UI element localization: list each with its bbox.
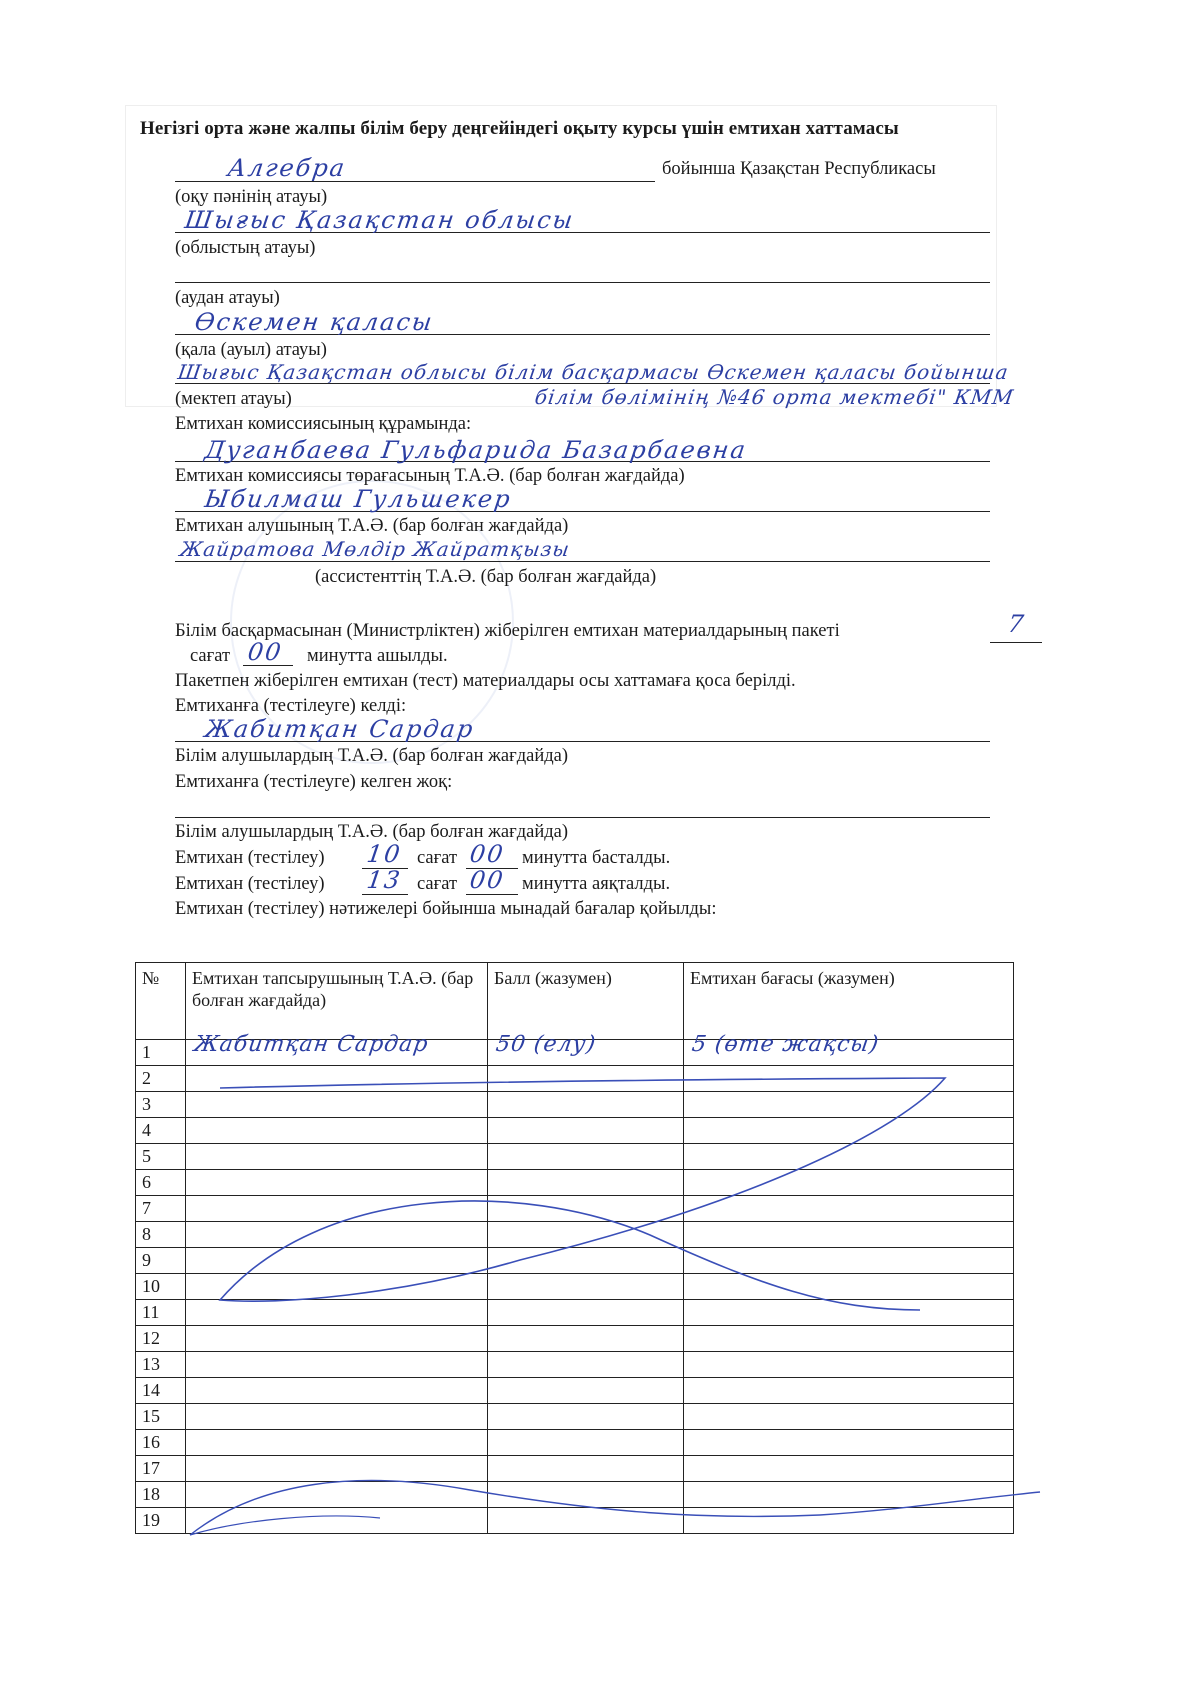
start-prefix: Емтихан (тестілеу) <box>175 848 325 868</box>
start-minute-value: 00 <box>468 840 507 868</box>
row-student-name <box>186 1222 488 1248</box>
row-student-name <box>186 1032 488 1066</box>
header-student-name: Емтихан тапсырушының Т.А.Ә. (бар болған жағдайда) <box>186 963 488 1040</box>
table-row <box>136 1196 1014 1222</box>
table-row <box>136 1144 1014 1170</box>
row-score <box>488 1032 684 1066</box>
table-row <box>136 1482 1014 1508</box>
commission-heading: Емтихан комиссиясының құрамында: <box>175 414 472 434</box>
row-number: 3 <box>136 1092 186 1118</box>
row-student-name <box>186 1144 488 1170</box>
results-heading: Емтихан (тестілеу) нәтижелері бойынша мынадай бағалар қойылды: <box>175 899 717 919</box>
row-grade <box>684 1430 1014 1456</box>
row-score <box>488 1170 684 1196</box>
row-grade <box>684 1482 1014 1508</box>
end-hour-label: сағат <box>417 874 458 894</box>
table-row <box>136 1456 1014 1482</box>
row-number: 11 <box>136 1300 186 1326</box>
assistant-value: Жайратова Мөлдір Жайратқызы <box>178 537 572 561</box>
row-number: 4 <box>136 1118 186 1144</box>
examiner-value: Ыбилмаш Гульшекер <box>203 485 514 513</box>
row-grade <box>684 1144 1014 1170</box>
header-number: № <box>136 963 186 1040</box>
row-number: 19 <box>136 1508 186 1534</box>
start-hour-value: 10 <box>365 840 404 868</box>
table-row <box>136 1066 1014 1092</box>
table-body <box>136 1032 1014 1534</box>
document-title: Негізгі орта және жалпы білім беру деңгейіндегі оқыту курсы үшін емтихан хаттамасы <box>140 118 899 139</box>
row-number: 15 <box>136 1404 186 1430</box>
city-label: (қала (ауыл) атауы) <box>175 340 327 360</box>
row-score <box>488 1404 684 1430</box>
absent-heading: Емтиханға (тестілеуге) келген жоқ: <box>175 772 453 792</box>
package-hour-line <box>990 642 1042 643</box>
present-value: Жабитқан Сардар <box>203 715 477 743</box>
row-number: 16 <box>136 1430 186 1456</box>
row-grade <box>684 1378 1014 1404</box>
package-text: Білім басқармасынан (Министрліктен) жіберілген емтихан материалдарының пакеті <box>175 621 840 641</box>
row-score <box>488 1248 684 1274</box>
row-number: 1 <box>136 1040 186 1066</box>
table-row <box>136 1430 1014 1456</box>
row-student-name <box>186 1378 488 1404</box>
assistant-label: (ассистенттің Т.А.Ә. (бар болған жағдайда) <box>315 567 657 587</box>
row-score <box>488 1456 684 1482</box>
row-number: 10 <box>136 1274 186 1300</box>
row-student-name <box>186 1118 488 1144</box>
row-grade <box>684 1066 1014 1092</box>
row-score <box>488 1326 684 1352</box>
row-number: 12 <box>136 1326 186 1352</box>
row-grade <box>684 1274 1014 1300</box>
table-row <box>136 1248 1014 1274</box>
row-grade <box>684 1352 1014 1378</box>
row-grade <box>684 1248 1014 1274</box>
end-minute-line <box>466 894 518 895</box>
start-suffix: минутта басталды. <box>522 848 671 868</box>
end-hour-value: 13 <box>365 866 404 894</box>
row-student-name-value: Жабитқан Сардар <box>192 1032 431 1057</box>
school-label: (мектеп атауы) <box>175 389 292 409</box>
row-score <box>488 1092 684 1118</box>
row-number: 17 <box>136 1456 186 1482</box>
row-grade <box>684 1508 1014 1534</box>
examiner-label: Емтихан алушының Т.А.Ә. (бар болған жағдайда) <box>175 516 569 536</box>
row-student-name <box>186 1456 488 1482</box>
row-score <box>488 1430 684 1456</box>
subject-suffix: бойынша Қазақстан Республикасы <box>662 159 936 179</box>
row-grade <box>684 1092 1014 1118</box>
table-row <box>136 1274 1014 1300</box>
chair-value: Дуганбаева Гульфарида Базарбаевна <box>203 436 749 464</box>
subject-label: (оқу пәнінің атауы) <box>175 187 328 207</box>
row-grade-value: 5 (өте жақсы) <box>690 1032 881 1057</box>
row-number: 14 <box>136 1378 186 1404</box>
row-score <box>488 1300 684 1326</box>
school-value-line2: білім бөлімінің №46 орта мектебі" КММ <box>533 385 1016 409</box>
table-row <box>136 1404 1014 1430</box>
city-value: Өскемен қаласы <box>193 308 436 336</box>
table-row <box>136 1300 1014 1326</box>
table-row <box>136 1170 1014 1196</box>
row-student-name <box>186 1196 488 1222</box>
row-grade <box>684 1222 1014 1248</box>
row-grade <box>684 1404 1014 1430</box>
chair-label: Емтихан комиссиясы төрағасының Т.А.Ә. (бар болған жағдайда) <box>175 466 685 486</box>
row-score <box>488 1508 684 1534</box>
subject-value: Алгебра <box>226 154 349 182</box>
absent-label: Білім алушылардың Т.А.Ә. (бар болған жағдайда) <box>175 822 569 842</box>
end-prefix: Емтихан (тестілеу) <box>175 874 325 894</box>
row-number: 7 <box>136 1196 186 1222</box>
row-grade <box>684 1300 1014 1326</box>
row-score <box>488 1118 684 1144</box>
row-score <box>488 1144 684 1170</box>
assistant-line <box>175 561 990 562</box>
start-hour-label: сағат <box>417 848 458 868</box>
end-minute-value: 00 <box>468 866 507 894</box>
row-grade <box>684 1196 1014 1222</box>
row-student-name <box>186 1326 488 1352</box>
row-grade <box>684 1456 1014 1482</box>
results-table <box>135 962 1014 1534</box>
header-grade: Емтихан бағасы (жазумен) <box>684 963 1014 1040</box>
package-hour-label: сағат <box>190 646 231 666</box>
row-student-name <box>186 1300 488 1326</box>
row-score <box>488 1482 684 1508</box>
table-row <box>136 1222 1014 1248</box>
row-number: 13 <box>136 1352 186 1378</box>
row-student-name <box>186 1404 488 1430</box>
school-value-line1: Шығыс Қазақстан облысы білім басқармасы Өскемен қаласы бойынша <box>176 360 1011 384</box>
row-score <box>488 1274 684 1300</box>
row-grade <box>684 1170 1014 1196</box>
table-row <box>136 1378 1014 1404</box>
row-score <box>488 1066 684 1092</box>
table-row <box>136 1352 1014 1378</box>
row-number: 8 <box>136 1222 186 1248</box>
row-student-name <box>186 1352 488 1378</box>
row-student-name <box>186 1508 488 1534</box>
row-student-name <box>186 1274 488 1300</box>
package-hour-value: 7 <box>1006 610 1028 638</box>
row-number: 18 <box>136 1482 186 1508</box>
row-student-name <box>186 1482 488 1508</box>
region-value: Шығыс Қазақстан облысы <box>183 206 577 234</box>
present-heading: Емтиханға (тестілеуге) келді: <box>175 696 407 716</box>
table-row <box>136 1326 1014 1352</box>
attached-note: Пакетпен жіберілген емтихан (тест) материалдары осы хаттамаға қоса берілді. <box>175 671 796 691</box>
header-score: Балл (жазумен) <box>488 963 684 1040</box>
row-student-name <box>186 1170 488 1196</box>
row-score <box>488 1222 684 1248</box>
present-label: Білім алушылардың Т.А.Ә. (бар болған жағдайда) <box>175 746 569 766</box>
region-label: (облыстың атауы) <box>175 238 316 258</box>
table-row <box>136 1092 1014 1118</box>
row-student-name <box>186 1092 488 1118</box>
table-row <box>136 1508 1014 1534</box>
row-number: 5 <box>136 1144 186 1170</box>
row-number: 2 <box>136 1066 186 1092</box>
row-score <box>488 1378 684 1404</box>
package-minute-label: минутта ашылды. <box>307 646 448 666</box>
row-student-name <box>186 1248 488 1274</box>
row-score <box>488 1352 684 1378</box>
table-header-row <box>136 963 1014 1040</box>
package-minute-value: 00 <box>246 638 285 666</box>
row-grade <box>684 1032 1014 1066</box>
row-score-value: 50 (елу) <box>494 1032 598 1057</box>
end-suffix: минутта аяқталды. <box>522 874 671 894</box>
table-row <box>136 1040 1014 1066</box>
end-hour-line <box>362 894 408 895</box>
row-number: 6 <box>136 1170 186 1196</box>
row-grade <box>684 1326 1014 1352</box>
table-row <box>136 1118 1014 1144</box>
row-number: 9 <box>136 1248 186 1274</box>
row-student-name <box>186 1066 488 1092</box>
row-score <box>488 1196 684 1222</box>
district-label: (аудан атауы) <box>175 288 280 308</box>
absent-line <box>175 817 990 818</box>
row-grade <box>684 1118 1014 1144</box>
row-student-name <box>186 1430 488 1456</box>
district-line <box>175 282 990 283</box>
